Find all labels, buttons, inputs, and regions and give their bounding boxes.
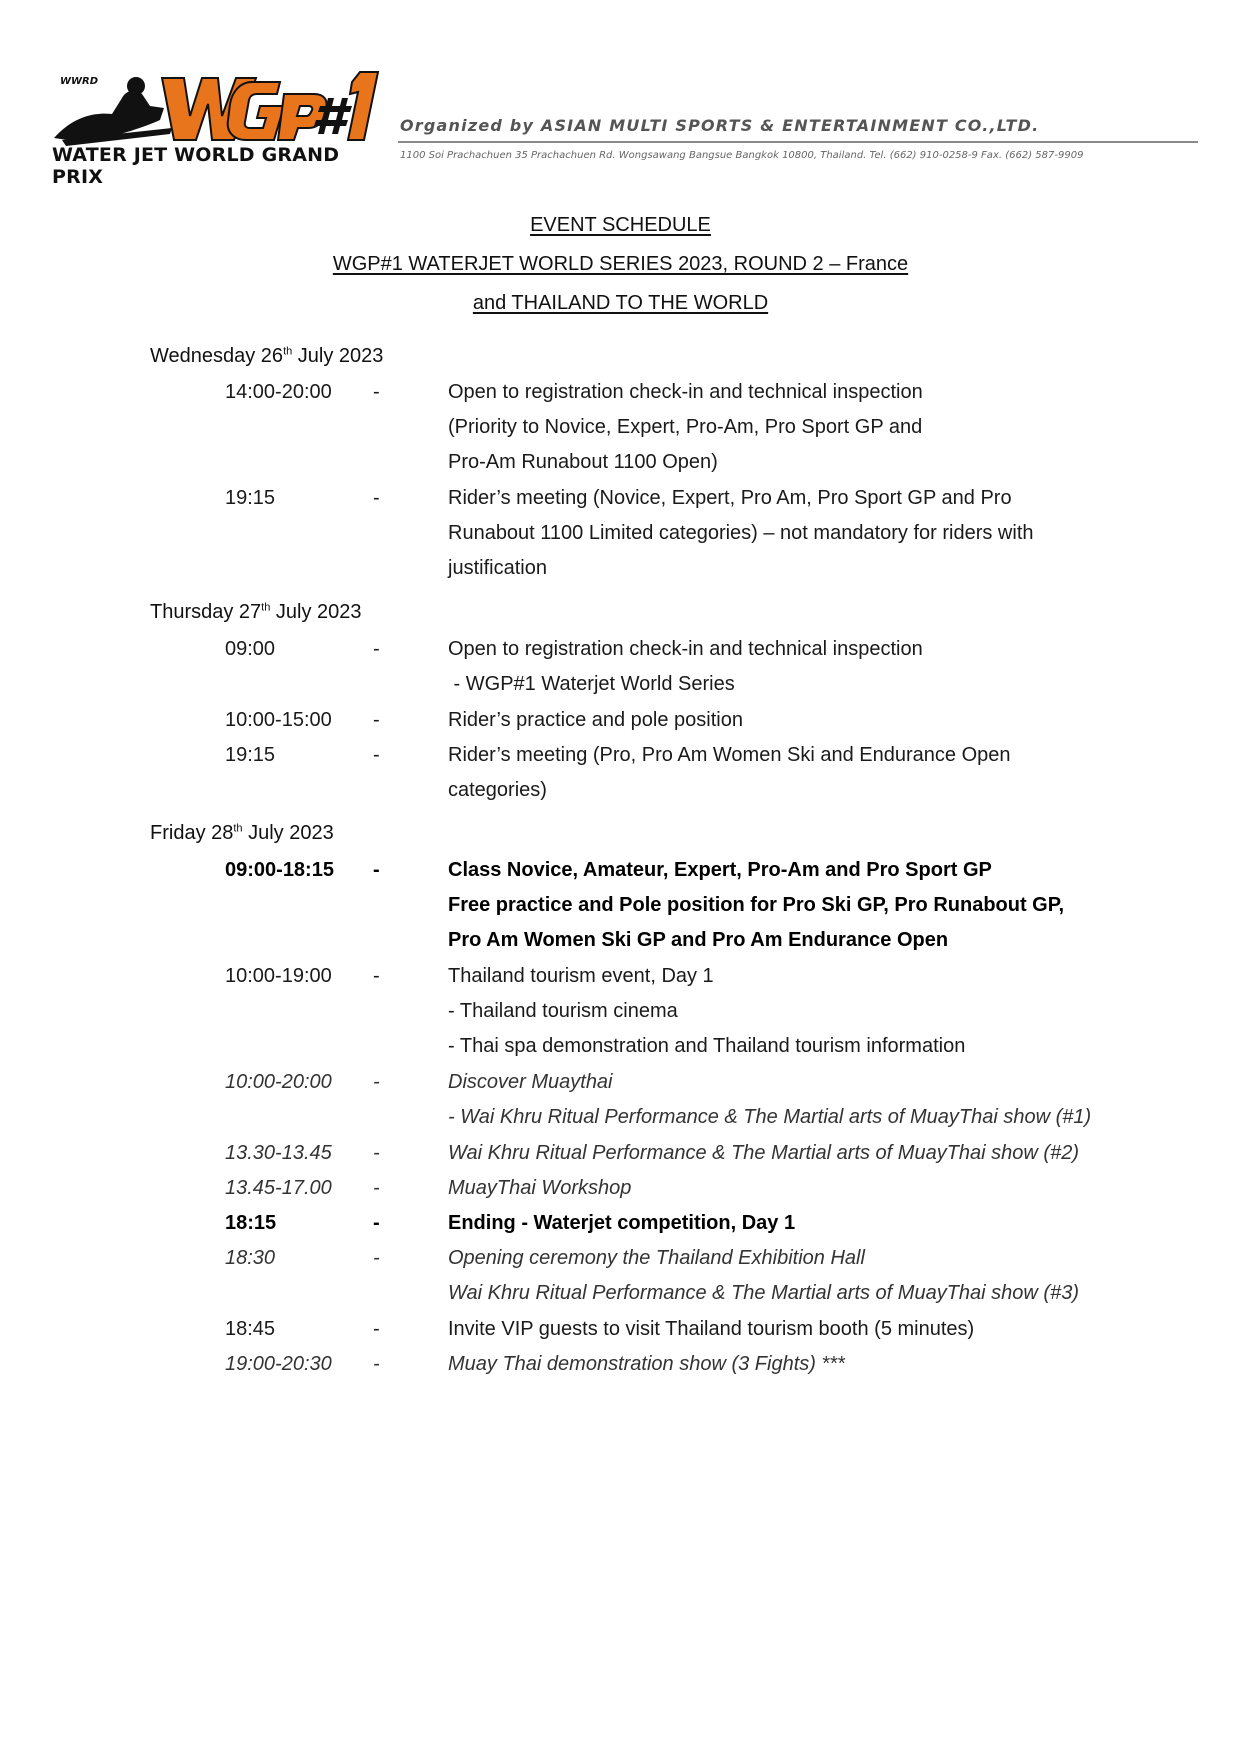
entry-line: Open to registration check-in and technical inspection bbox=[448, 638, 923, 660]
entry-line: Thailand tourism event, Day 1 bbox=[448, 965, 714, 987]
logo-tagline: WATER JET WORLD GRAND PRIX bbox=[52, 144, 340, 188]
entry-dash: - bbox=[373, 638, 380, 660]
entry-time: 09:00-18:15 bbox=[225, 859, 334, 881]
entry-dash: - bbox=[373, 709, 380, 731]
entry-line: Class Novice, Amateur, Expert, Pro-Am and Pro Sport GP bbox=[448, 859, 992, 881]
entry-dash: - bbox=[373, 1071, 380, 1093]
letterhead bbox=[0, 0, 1241, 188]
entry-time: 18:15 bbox=[225, 1212, 277, 1234]
entry-line: Rider’s practice and pole position bbox=[448, 709, 743, 731]
day-heading-friday: Friday 28th July 2023 bbox=[150, 822, 334, 844]
entry-dash: - bbox=[373, 1353, 380, 1375]
entry-dash: - bbox=[373, 859, 380, 881]
entry-line: justification bbox=[448, 557, 547, 579]
entry-time: 10:00-19:00 bbox=[225, 965, 332, 987]
entry-line: Opening ceremony the Thailand Exhibition Hall bbox=[448, 1247, 865, 1269]
schedule-title: EVENT SCHEDULE bbox=[530, 214, 711, 236]
entry-dash: - bbox=[373, 1247, 380, 1269]
entry-line: Rider’s meeting (Pro, Pro Am Women Ski and Endurance Open bbox=[448, 744, 1011, 766]
event-subtitle: and THAILAND TO THE WORLD bbox=[472, 292, 769, 314]
entry-line: Pro Am Women Ski GP and Pro Am Endurance Open bbox=[448, 929, 949, 951]
entry-dash: - bbox=[373, 1142, 380, 1164]
organizer-line: Organized by ASIAN MULTI SPORTS & ENTERTAINMENT CO.,LTD. bbox=[400, 116, 1040, 135]
entry-line: Rider’s meeting (Novice, Expert, Pro Am, Pro Sport GP and Pro bbox=[448, 487, 1012, 509]
entry-line: Wai Khru Ritual Performance & The Martial arts of MuayThai show (#3) bbox=[448, 1282, 1079, 1304]
entry-line: Pro-Am Runabout 1100 Open) bbox=[448, 451, 718, 473]
entry-line: Wai Khru Ritual Performance & The Martial arts of MuayThai show (#2) bbox=[448, 1142, 1079, 1164]
entry-line: Open to registration check-in and technical inspection bbox=[448, 381, 923, 403]
entry-line: - Wai Khru Ritual Performance & The Martial arts of MuayThai show (#1) bbox=[448, 1106, 1092, 1128]
entry-line: Discover Muaythai bbox=[448, 1071, 613, 1093]
entry-line: - Thai spa demonstration and Thailand tourism information bbox=[448, 1035, 966, 1057]
entry-dash: - bbox=[373, 1177, 380, 1199]
entry-line: Ending - Waterjet competition, Day 1 bbox=[448, 1212, 796, 1234]
entry-line: Runabout 1100 Limited categories) – not mandatory for riders with bbox=[448, 522, 1034, 544]
entry-time: 19:15 bbox=[225, 744, 276, 766]
entry-line: categories) bbox=[448, 779, 547, 801]
entry-time: 13.30-13.45 bbox=[225, 1142, 332, 1164]
wgp-logo bbox=[52, 68, 382, 188]
entry-dash: - bbox=[373, 381, 380, 403]
entry-time: 10:00-20:00 bbox=[225, 1071, 332, 1093]
entry-line: - WGP#1 Waterjet World Series bbox=[448, 673, 735, 695]
entry-time: 10:00-15:00 bbox=[225, 709, 332, 731]
jetski-rider-logo-icon bbox=[52, 68, 382, 146]
entry-time: 09:00 bbox=[225, 638, 276, 660]
event-title: WGP#1 WATERJET WORLD SERIES 2023, ROUND 2 – France bbox=[332, 253, 909, 275]
entry-time: 14:00-20:00 bbox=[225, 381, 332, 403]
entry-dash: - bbox=[373, 487, 380, 509]
entry-time: 19:15 bbox=[225, 487, 276, 509]
entry-line: Invite VIP guests to visit Thailand tourism booth (5 minutes) bbox=[448, 1318, 975, 1340]
entry-line: (Priority to Novice, Expert, Pro-Am, Pro Sport GP and bbox=[448, 416, 923, 438]
entry-line: Muay Thai demonstration show (3 Fights) *** bbox=[448, 1353, 845, 1375]
header-divider bbox=[398, 141, 1198, 143]
day-heading-wednesday: Wednesday 26th July 2023 bbox=[150, 345, 384, 367]
entry-dash: - bbox=[373, 744, 380, 766]
entry-dash: - bbox=[373, 1318, 380, 1340]
entry-dash: - bbox=[373, 965, 380, 987]
entry-line: - Thailand tourism cinema bbox=[448, 1000, 678, 1022]
entry-line: MuayThai Workshop bbox=[448, 1177, 632, 1199]
organizer-address: 1100 Soi Prachachuen 35 Prachachuen Rd. Wongsawang Bangsue Bangkok 10800, Thailand. Tel. (662) 910-0258-9 Fax. (662) 587-9909 bbox=[400, 150, 1084, 161]
logo-wwrd-text: WWRD bbox=[60, 76, 99, 87]
day-heading-thursday: Thursday 27th July 2023 bbox=[150, 601, 362, 623]
entry-line: Free practice and Pole position for Pro Ski GP, Pro Runabout GP, bbox=[448, 894, 1065, 916]
entry-time: 18:30 bbox=[225, 1247, 276, 1269]
entry-time: 13.45-17.00 bbox=[225, 1177, 332, 1199]
entry-time: 18:45 bbox=[225, 1318, 276, 1340]
entry-dash: - bbox=[373, 1212, 380, 1234]
entry-time: 19:00-20:30 bbox=[225, 1353, 332, 1375]
